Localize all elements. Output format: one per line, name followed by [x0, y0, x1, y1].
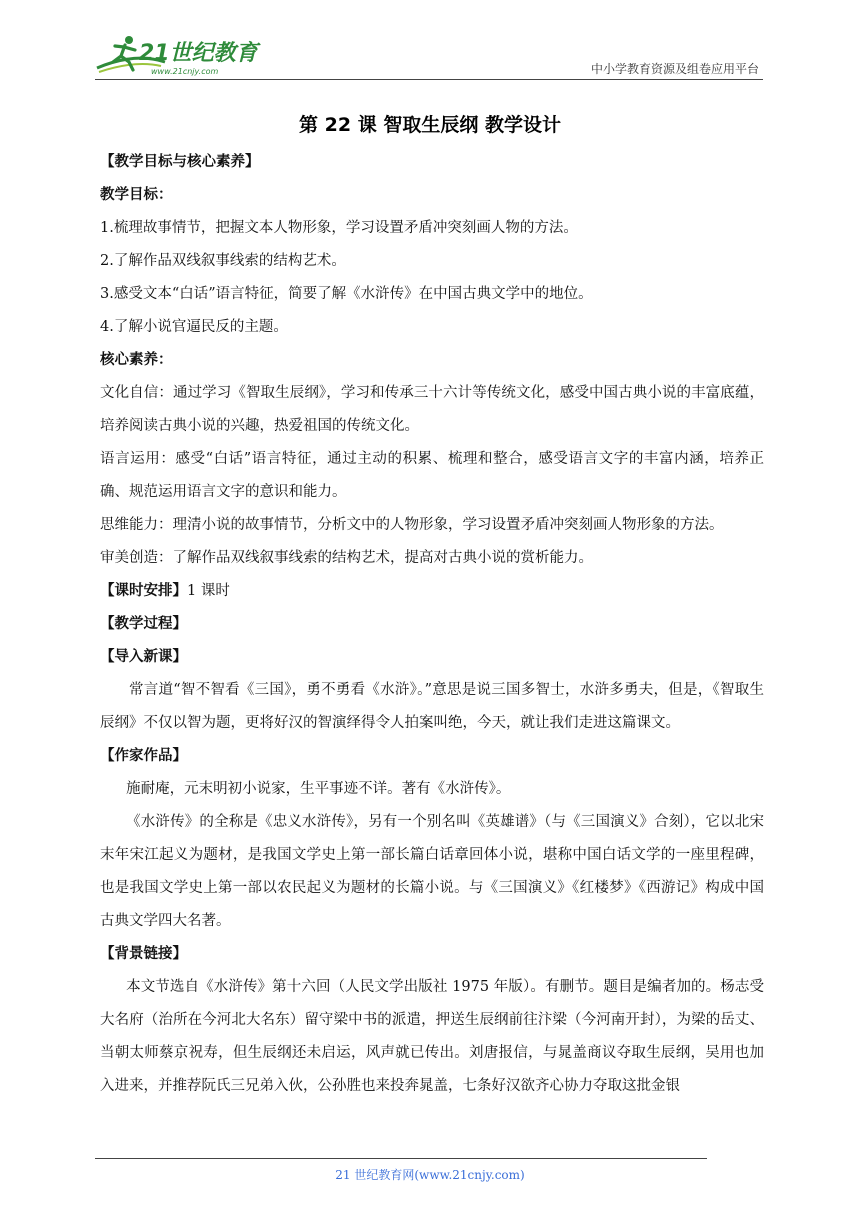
- literacy-item: 文化自信：通过学习《智取生辰纲》，学习和传承三十六计等传统文化，感受中国古典小说的丰富底蕴，培养阅读古典小说的兴趣，热爱祖国的传统文化。: [100, 385, 764, 434]
- goals-heading: 【教学目标与核心素养】: [100, 154, 260, 170]
- objective-item: 3.感受文本“白话”语言特征，简要了解《水浒传》在中国古典文学中的地位。: [100, 286, 593, 302]
- platform-name: 中小学教育资源及组卷应用平台: [590, 62, 759, 76]
- schedule-label: 【课时安排】: [100, 583, 187, 599]
- process-heading: 【教学过程】: [100, 616, 187, 632]
- literacy-item: 思维能力：理清小说的故事情节，分析文中的人物形象，学习设置矛盾冲突刻画人物形象的方法。: [100, 517, 724, 533]
- literacy-item: 语言运用：感受“白话”语言特征，通过主动的积累、梳理和整合，感受语言文字的丰富内涵，培养正确、规范运用语言文字的意识和能力。: [100, 451, 764, 500]
- schedule-line: [100, 575, 764, 608]
- background-paragraph: 本文节选自《水浒传》第十六回（人民文学出版社 1975 年版）。有删节。题目是编者加的。杨志受大名府（治所在今河北大名东）留守梁中书的派遣，押送生辰纲前往汴梁（今河南开封），为梁的岳丈、当朝太师蔡京祝寿，但生辰纲还未启运，风声就已传出。刘唐报信，与晁盖商议夺取生辰纲，吴用也加入进来，并推荐阮氏三兄弟入伙，公孙胜也来投奔晁盖，七条好汉欲齐心协力夺取这批金银: [100, 979, 764, 1094]
- footer-link[interactable]: 21 世纪教育网(www.21cnjy.com): [335, 1168, 525, 1182]
- schedule-value: 1 课时: [187, 583, 230, 599]
- author-paragraph-2: 《水浒传》的全称是《忠义水浒传》，另有一个别名叫《英雄谱》（与《三国演义》合刻），它以北宋末年宋江起义为题材，是我国文学史上第一部长篇白话章回体小说，堪称中国白话文学的一座里程碑，也是我国文学史上第一部以农民起义为题材的长篇小说。与《三国演义》《红楼梦》《西游记》构成中国古典文学四大名著。: [100, 814, 764, 929]
- header-divider: [95, 79, 763, 80]
- document-body: [100, 146, 764, 1103]
- objective-item: 4.了解小说官逼民反的主题。: [100, 319, 288, 335]
- objective-item: 1.梳理故事情节，把握文本人物形象，学习设置矛盾冲突刻画人物的方法。: [100, 220, 578, 236]
- site-logo: [95, 32, 265, 76]
- literacy-heading: 核心素养：: [100, 352, 173, 368]
- footer-divider: [95, 1158, 707, 1159]
- runner-logo-icon: [95, 32, 265, 76]
- background-heading: 【背景链接】: [100, 946, 187, 962]
- page-header: [95, 28, 763, 80]
- document-title: 第 22 课 智取生辰纲 教学设计: [299, 114, 561, 136]
- literacy-item: 审美创造：了解作品双线叙事线索的结构艺术，提高对古典小说的赏析能力。: [100, 550, 593, 566]
- logo-url: www.21cnjy.com: [151, 67, 219, 76]
- intro-heading: 【导入新课】: [100, 649, 187, 665]
- logo-text: 21世纪教育: [139, 41, 258, 66]
- author-heading: 【作家作品】: [100, 748, 187, 764]
- intro-paragraph: 常言道“智不智看《三国》，勇不勇看《水浒》。”意思是说三国多智士，水浒多勇夫，但是，《智取生辰纲》不仅以智为题，更将好汉的智演绎得令人拍案叫绝，今天，就让我们走进这篇课文。: [100, 682, 764, 731]
- objective-item: 2.了解作品双线叙事线索的结构艺术。: [100, 253, 346, 269]
- objectives-heading: 教学目标：: [100, 187, 173, 203]
- author-paragraph-1: 施耐庵，元末明初小说家，生平事迹不详。著有《水浒传》。: [126, 781, 511, 797]
